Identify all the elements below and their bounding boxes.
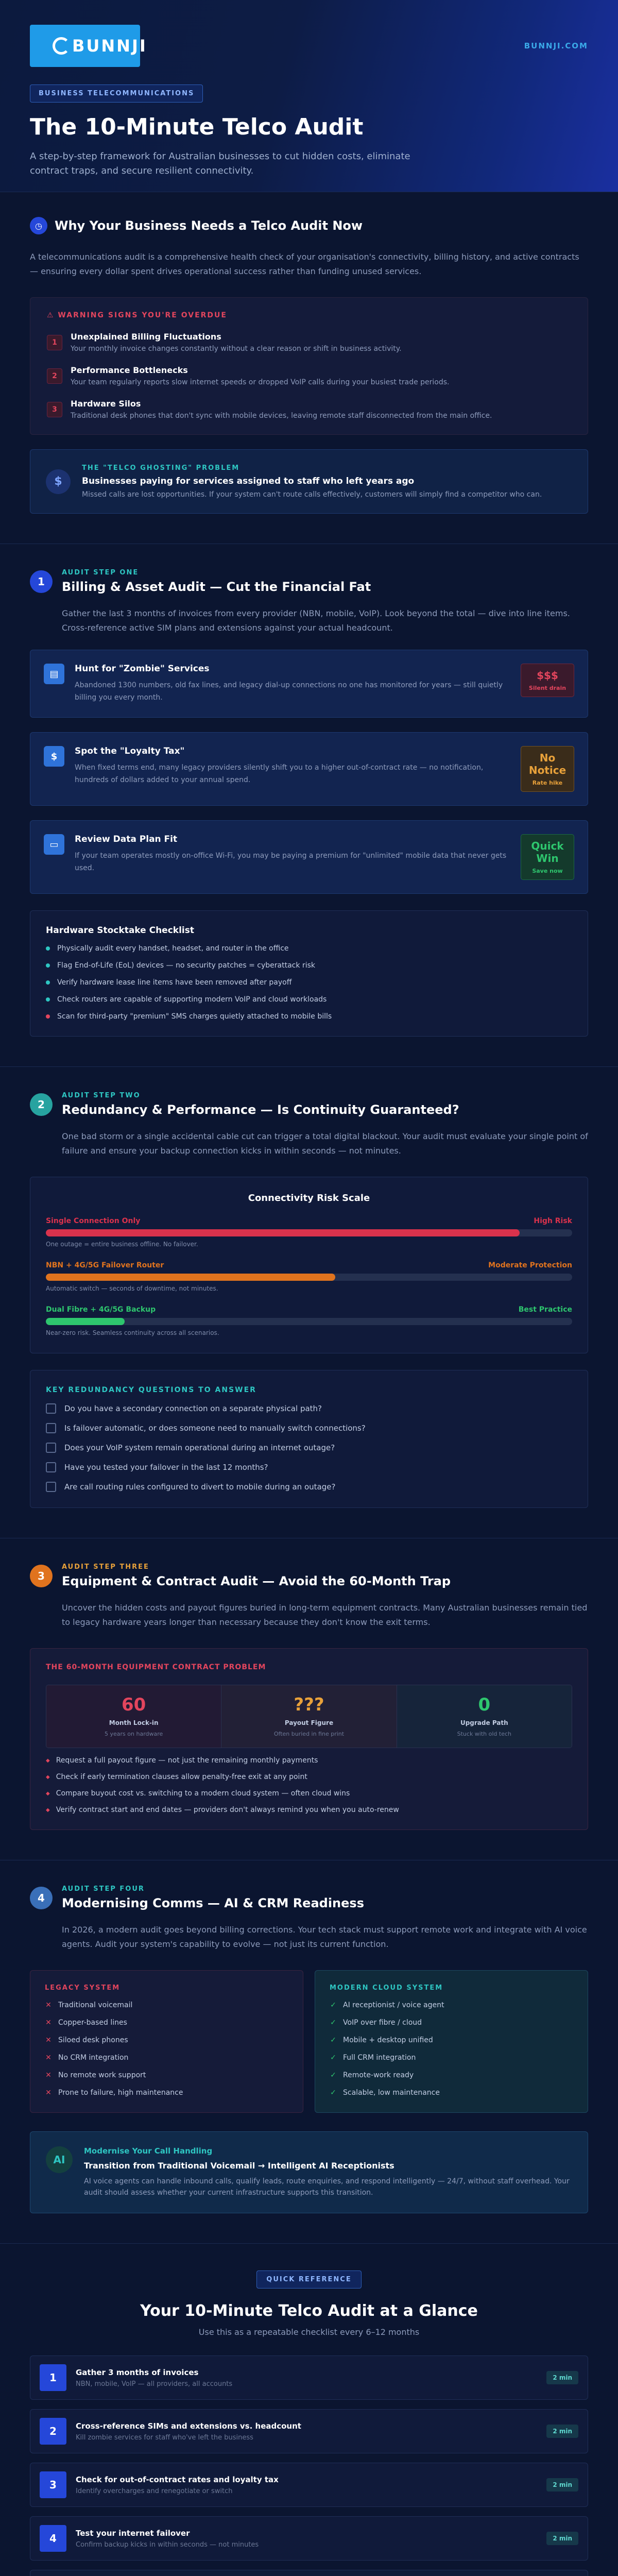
page-title: The 10-Minute Telco Audit: [30, 114, 364, 140]
cross-icon: ✕: [45, 2001, 52, 2009]
quickref-time-badge: 2 min: [546, 2478, 578, 2492]
question-item[interactable]: [46, 1403, 572, 1414]
feature-card: [30, 732, 588, 806]
quickref-title: Cross-reference SIMs and extensions vs. headcount: [76, 2421, 301, 2431]
feature-title: Spot the "Loyalty Tax": [75, 746, 185, 756]
stat-value: 60: [122, 1694, 146, 1715]
warning-title: Hardware Silos: [71, 399, 141, 409]
check-icon: ✓: [330, 2054, 336, 2062]
warning-desc: Traditional desk phones that don't sync with mobile devices, leaving remote staff disconnected from the main office.: [71, 412, 492, 420]
warning-body: [71, 332, 402, 353]
checklist-item: [46, 1012, 572, 1021]
contract-item: [46, 1773, 572, 1781]
quickref-desc: Identify overcharges and renegotiate or switch: [76, 2487, 233, 2495]
checklist-item: [46, 978, 572, 987]
question-item[interactable]: [46, 1482, 572, 1492]
quickref-row: [30, 2463, 588, 2507]
system-item-text: Siloed desk phones: [58, 2036, 128, 2044]
system-item: [45, 2054, 288, 2062]
question-text: Is failover automatic, or does someone need to manually switch connections?: [64, 1423, 366, 1433]
warning-signs-title: ⚠ WARNING SIGNS YOU'RE OVERDUE: [47, 311, 227, 319]
legacy-title: LEGACY SYSTEM: [45, 1984, 121, 1992]
system-item-text: No CRM integration: [58, 2054, 129, 2062]
step-label: AUDIT STEP TWO: [62, 1092, 141, 1099]
risk-bar-track: [46, 1274, 572, 1281]
system-item: [45, 2001, 288, 2009]
feature-desc: If your team operates mostly on-office Wi-Fi, you may be paying a premium for "unlimited" mobile data that never gets used.: [75, 852, 507, 872]
risk-row: [46, 1306, 572, 1336]
quickref-time-badge: 2 min: [546, 2371, 578, 2384]
step-one-section: [0, 544, 618, 1066]
warning-number: 2: [47, 368, 62, 384]
feature-icon: ▤: [44, 664, 64, 684]
cross-icon: ✕: [45, 2036, 52, 2044]
system-item: [45, 2071, 288, 2079]
bullet-dot-icon: [46, 980, 50, 985]
quickref-desc: NBN, mobile, VoIP — all providers, all accounts: [76, 2380, 233, 2388]
system-item-text: Prone to failure, high maintenance: [58, 2089, 183, 2097]
quickref-row: [30, 2516, 588, 2561]
contract-box-title: THE 60-MONTH EQUIPMENT CONTRACT PROBLEM: [46, 1663, 266, 1671]
system-item: [330, 2001, 573, 2009]
risk-row: [46, 1261, 572, 1292]
quickref-body: [76, 2421, 537, 2442]
check-icon: ✓: [330, 2071, 336, 2079]
ghost-title: Businesses paying for services assigned to staff who left years ago: [82, 476, 415, 486]
cross-icon: ✕: [45, 2054, 52, 2062]
stat-label: Upgrade Path: [460, 1719, 508, 1726]
risk-label: Single Connection Only: [46, 1217, 141, 1225]
badge-main: No Notice: [528, 752, 566, 776]
warning-body: [71, 399, 492, 420]
question-text: Do you have a secondary connection on a separate physical path?: [64, 1404, 322, 1413]
ai-title: Transition from Traditional Voicemail → Intelligent AI Receptionists: [84, 2161, 394, 2171]
stat-label: Month Lock-in: [109, 1719, 159, 1726]
feature-desc: When fixed terms end, many legacy providers silently shift you to a higher out-of-contract rate — no notification, hundreds of dollars added to your annual spend.: [75, 764, 484, 784]
warning-desc: Your monthly invoice changes constantly without a clear reason or shift in business activity.: [71, 345, 402, 353]
risk-note: Automatic switch — seconds of downtime, not minutes.: [46, 1285, 218, 1292]
hero-tag: BUSINESS TELECOMMUNICATIONS: [30, 84, 203, 103]
risk-bar-fill: [46, 1229, 520, 1236]
questions-title: KEY REDUNDANCY QUESTIONS TO ANSWER: [46, 1386, 256, 1394]
question-text: Does your VoIP system remain operational during an internet outage?: [64, 1443, 335, 1452]
stat-label: Payout Figure: [284, 1719, 334, 1726]
badge-sub: Save now: [532, 868, 563, 874]
clock-icon: ◷: [30, 217, 47, 234]
hero-subtitle: A step-by-step framework for Australian businesses to cut hidden costs, eliminate contract traps, and secure resilient connectivity.: [30, 151, 410, 176]
risk-level: Best Practice: [518, 1306, 572, 1314]
feature-badge: [521, 834, 574, 880]
redundancy-questions-box: [30, 1370, 588, 1508]
feature-title: Review Data Plan Fit: [75, 834, 178, 844]
question-checkbox[interactable]: [46, 1443, 56, 1453]
feature-title: Hunt for "Zombie" Services: [75, 664, 210, 674]
system-item: [330, 2019, 573, 2027]
risk-bar-fill: [46, 1274, 335, 1281]
risk-note: Near-zero risk. Seamless continuity across all scenarios.: [46, 1329, 219, 1336]
stat-card: [221, 1685, 396, 1748]
step-title: Billing & Asset Audit — Cut the Financial Fat: [62, 580, 371, 594]
contract-item: [46, 1756, 572, 1765]
step-label: AUDIT STEP ONE: [62, 569, 139, 577]
contract-item-text: Check if early termination clauses allow penalty-free exit at any point: [56, 1773, 307, 1781]
cross-icon: ✕: [45, 2089, 52, 2097]
quickref-desc: Kill zombie services for staff who've left the business: [76, 2433, 253, 2442]
quickref-body: [76, 2475, 537, 2495]
ai-icon: AI: [46, 2146, 73, 2173]
feature-body: [75, 664, 510, 704]
feature-icon: $: [44, 746, 64, 767]
step-number: 2: [30, 1093, 53, 1116]
warning-item: [47, 399, 571, 420]
risk-label: NBN + 4G/5G Failover Router: [46, 1261, 164, 1269]
quickref-time-badge: 2 min: [546, 2532, 578, 2545]
step-intro: Gather the last 3 months of invoices from every provider (NBN, mobile, VoIP). Look beyond the total — dive into line items. Cross-reference active SIM plans and extensions against your actual headcount.: [62, 608, 570, 633]
why-section: [0, 192, 618, 544]
badge-sub: Silent drain: [528, 685, 566, 691]
system-item-text: VoIP over fibre / cloud: [343, 2019, 422, 2027]
warning-title: Unexplained Billing Fluctuations: [71, 332, 221, 342]
step-label: AUDIT STEP FOUR: [62, 1885, 145, 1893]
question-item[interactable]: [46, 1462, 572, 1472]
quickref-row: [30, 2570, 588, 2576]
risk-bar-fill: [46, 1318, 125, 1325]
step-title: Redundancy & Performance — Is Continuity Guaranteed?: [62, 1103, 459, 1117]
feature-card: [30, 650, 588, 718]
quickref-desc: Confirm backup kicks in within seconds — not minutes: [76, 2540, 259, 2549]
question-item[interactable]: [46, 1443, 572, 1453]
risk-label-row: [46, 1217, 572, 1225]
warning-title: Performance Bottlenecks: [71, 365, 188, 375]
check-icon: ✓: [330, 2089, 336, 2097]
system-item: [330, 2089, 573, 2097]
contract-item: [46, 1806, 572, 1814]
system-item: [45, 2036, 288, 2044]
cross-icon: ✕: [45, 2019, 52, 2027]
risk-row: [46, 1217, 572, 1248]
bullet-dot-icon: [46, 946, 50, 951]
step-label: AUDIT STEP THREE: [62, 1563, 149, 1571]
step-intro: One bad storm or a single accidental cable cut can trigger a total digital blackout. Your audit must evaluate your single point of failure and ensure your backup connection kicks in within seconds — not minutes.: [62, 1131, 588, 1156]
diamond-icon: ◆: [46, 1807, 50, 1813]
warning-desc: Your team regularly reports slow internet speeds or dropped VoIP calls during your busiest trade periods.: [71, 378, 450, 386]
stat-sub: 5 years on hardware: [105, 1731, 163, 1737]
bullet-dot-icon: [46, 963, 50, 968]
warning-number: 3: [47, 402, 62, 417]
system-item-text: AI receptionist / voice agent: [343, 2001, 444, 2009]
system-item-text: Full CRM integration: [343, 2054, 416, 2062]
checklist-text: Physically audit every handset, headset, and router in the office: [57, 944, 289, 953]
system-item: [45, 2019, 288, 2027]
contract-problem-box: [30, 1648, 588, 1830]
step-title: Modernising Comms — AI & CRM Readiness: [62, 1896, 364, 1910]
brand-logo[interactable]: [30, 25, 147, 67]
step-intro: In 2026, a modern audit goes beyond billing corrections. Your tech stack must support remote work and integrate with AI voice agents. Audit your system's capability to evolve — not just its current function.: [62, 1925, 587, 1949]
checklist-item: [46, 944, 572, 953]
quickref-number: 3: [40, 2471, 66, 2498]
badge-main: Quick Win: [531, 840, 564, 865]
stat-card: [46, 1685, 221, 1748]
quickref-number: 2: [40, 2418, 66, 2445]
telco-ghosting-box: [30, 449, 588, 514]
step-two-section: [0, 1066, 618, 1538]
system-item-text: Mobile + desktop unified: [343, 2036, 433, 2044]
why-intro: A telecommunications audit is a comprehensive health check of your organisation's connectivity, billing history, and active contracts — ensuring every dollar spent drives operational success rather than funding unused services.: [30, 252, 579, 276]
warning-item: [47, 365, 571, 386]
risk-scale-title: Connectivity Risk Scale: [248, 1193, 370, 1204]
question-checkbox[interactable]: [46, 1403, 56, 1414]
quickref-subtitle: Use this as a repeatable checklist every 6–12 months: [198, 2327, 420, 2337]
contract-item-text: Verify contract start and end dates — providers don't always remind you when you auto-renew: [56, 1806, 399, 1814]
ai-tag: Modernise Your Call Handling: [84, 2146, 213, 2156]
cross-icon: ✕: [45, 2071, 52, 2079]
checklist-text: Scan for third-party "premium" SMS charges quietly attached to mobile bills: [57, 1012, 332, 1021]
step-number: 4: [30, 1887, 53, 1909]
risk-bar-track: [46, 1318, 572, 1325]
contract-item-text: Request a full payout figure — not just the remaining monthly payments: [56, 1756, 318, 1765]
step-number: 3: [30, 1565, 53, 1587]
checklist-text: Flag End-of-Life (EoL) devices — no security patches = cyberattack risk: [57, 961, 315, 970]
ghost-tag: THE "TELCO GHOSTING" PROBLEM: [82, 464, 240, 472]
system-item: [330, 2054, 573, 2062]
feature-badge: [521, 664, 574, 697]
feature-body: [75, 746, 510, 786]
feature-badge: [521, 746, 574, 792]
risk-scale-box: [30, 1177, 588, 1353]
header-url-link[interactable]: BUNNJI.COM: [524, 41, 588, 50]
step-number: 1: [30, 570, 53, 593]
question-checkbox[interactable]: [46, 1462, 56, 1472]
hardware-checklist: [30, 910, 588, 1037]
feature-icon: ▭: [44, 834, 64, 855]
step-four-section: [0, 1860, 618, 2243]
question-checkbox[interactable]: [46, 1482, 56, 1492]
checklist-text: Check routers are capable of supporting modern VoIP and cloud workloads: [57, 995, 327, 1004]
step-three-section: [0, 1538, 618, 1860]
stat-card: [397, 1685, 572, 1748]
feature-body: [75, 834, 510, 874]
ai-call-handling-box: [30, 2131, 588, 2213]
question-text: Are call routing rules configured to divert to mobile during an outage?: [64, 1482, 336, 1492]
system-item-text: No remote work support: [58, 2071, 146, 2079]
quickref-row: [30, 2409, 588, 2453]
system-item-text: Traditional voicemail: [58, 2001, 133, 2009]
badge-sub: Rate hike: [532, 779, 563, 786]
logo-text: BUNNJI: [72, 36, 147, 56]
quickref-row: [30, 2355, 588, 2400]
why-title: Why Your Business Needs a Telco Audit Now: [55, 218, 363, 233]
step-title: Equipment & Contract Audit — Avoid the 60-Month Trap: [62, 1574, 451, 1588]
quickref-title: Check for out-of-contract rates and loyalty tax: [76, 2475, 279, 2484]
ghost-desc: Missed calls are lost opportunities. If your system can't route calls effectively, customers will simply find a competitor who can.: [82, 490, 542, 499]
risk-label-row: [46, 1306, 572, 1314]
warning-item: [47, 332, 571, 353]
legacy-system-card: [30, 1970, 303, 2113]
checklist-item: [46, 995, 572, 1004]
quickref-body: [76, 2529, 537, 2549]
bullet-dot-icon: [46, 1014, 50, 1019]
quickref-number: 4: [40, 2525, 66, 2552]
ai-desc: AI voice agents can handle inbound calls, qualify leads, route enquiries, and respond intelligently — 24/7, without staff overhead. Your audit should assess whether your current infrastructure supports this transition.: [84, 2177, 570, 2197]
warning-body: [71, 365, 450, 386]
modern-system-card: [315, 1970, 588, 2113]
risk-label-row: [46, 1261, 572, 1269]
logo-mark-icon: [53, 37, 70, 55]
contract-item-text: Compare buyout cost vs. switching to a modern cloud system — often cloud wins: [56, 1789, 350, 1798]
system-item: [45, 2089, 288, 2097]
system-item-text: Remote-work ready: [343, 2071, 414, 2079]
system-item-text: Scalable, low maintenance: [343, 2089, 440, 2097]
check-icon: ✓: [330, 2036, 336, 2044]
risk-label: Dual Fibre + 4G/5G Backup: [46, 1306, 156, 1314]
quickref-time-badge: 2 min: [546, 2425, 578, 2438]
quickref-title: Gather 3 months of invoices: [76, 2367, 199, 2377]
bullet-dot-icon: [46, 997, 50, 1002]
dollar-icon: $: [46, 469, 71, 494]
diamond-icon: ◆: [46, 1774, 50, 1780]
contract-item: [46, 1789, 572, 1798]
badge-main: $$$: [537, 669, 558, 682]
warning-signs-box: [30, 297, 588, 435]
quickref-body: [76, 2368, 537, 2388]
feature-card: [30, 820, 588, 894]
quickref-title: Your 10-Minute Telco Audit at a Glance: [140, 2302, 478, 2320]
check-icon: ✓: [330, 2019, 336, 2027]
question-text: Have you tested your failover in the last 12 months?: [64, 1463, 268, 1472]
stat-sub: Stuck with old tech: [457, 1731, 512, 1737]
quick-reference-section: [0, 2243, 618, 2576]
risk-note: One outage = entire business offline. No failover.: [46, 1241, 198, 1248]
step-intro: Uncover the hidden costs and payout figures buried in long-term equipment contracts. Many Australian businesses remain tied to legacy hardware years longer than necessary because they don't know the exit terms.: [62, 1603, 588, 1627]
question-item[interactable]: [46, 1423, 572, 1433]
hero: [0, 0, 618, 192]
stat-value: 0: [478, 1694, 491, 1715]
quickref-title: Test your internet failover: [76, 2528, 190, 2538]
question-checkbox[interactable]: [46, 1423, 56, 1433]
checklist-item: [46, 961, 572, 970]
modern-title: MODERN CLOUD SYSTEM: [330, 1984, 443, 1992]
warning-number: 1: [47, 335, 62, 350]
system-item: [330, 2036, 573, 2044]
quickref-tag: QUICK REFERENCE: [256, 2270, 361, 2289]
system-item: [330, 2071, 573, 2079]
checklist-title: Hardware Stocktake Checklist: [46, 925, 194, 936]
checklist-text: Verify hardware lease line items have been removed after payoff: [57, 978, 292, 987]
risk-level: Moderate Protection: [488, 1261, 572, 1269]
feature-desc: Abandoned 1300 numbers, old fax lines, and legacy dial-up connections no one has monitored for years — still quietly billing you every month.: [75, 681, 503, 702]
diamond-icon: ◆: [46, 1757, 50, 1764]
quickref-number: 1: [40, 2364, 66, 2391]
stat-sub: Often buried in fine print: [273, 1731, 345, 1737]
risk-bar-track: [46, 1229, 572, 1236]
diamond-icon: ◆: [46, 1790, 50, 1797]
risk-level: High Risk: [534, 1217, 572, 1225]
system-item-text: Copper-based lines: [58, 2019, 127, 2027]
check-icon: ✓: [330, 2001, 336, 2009]
stat-value: ???: [294, 1694, 324, 1715]
